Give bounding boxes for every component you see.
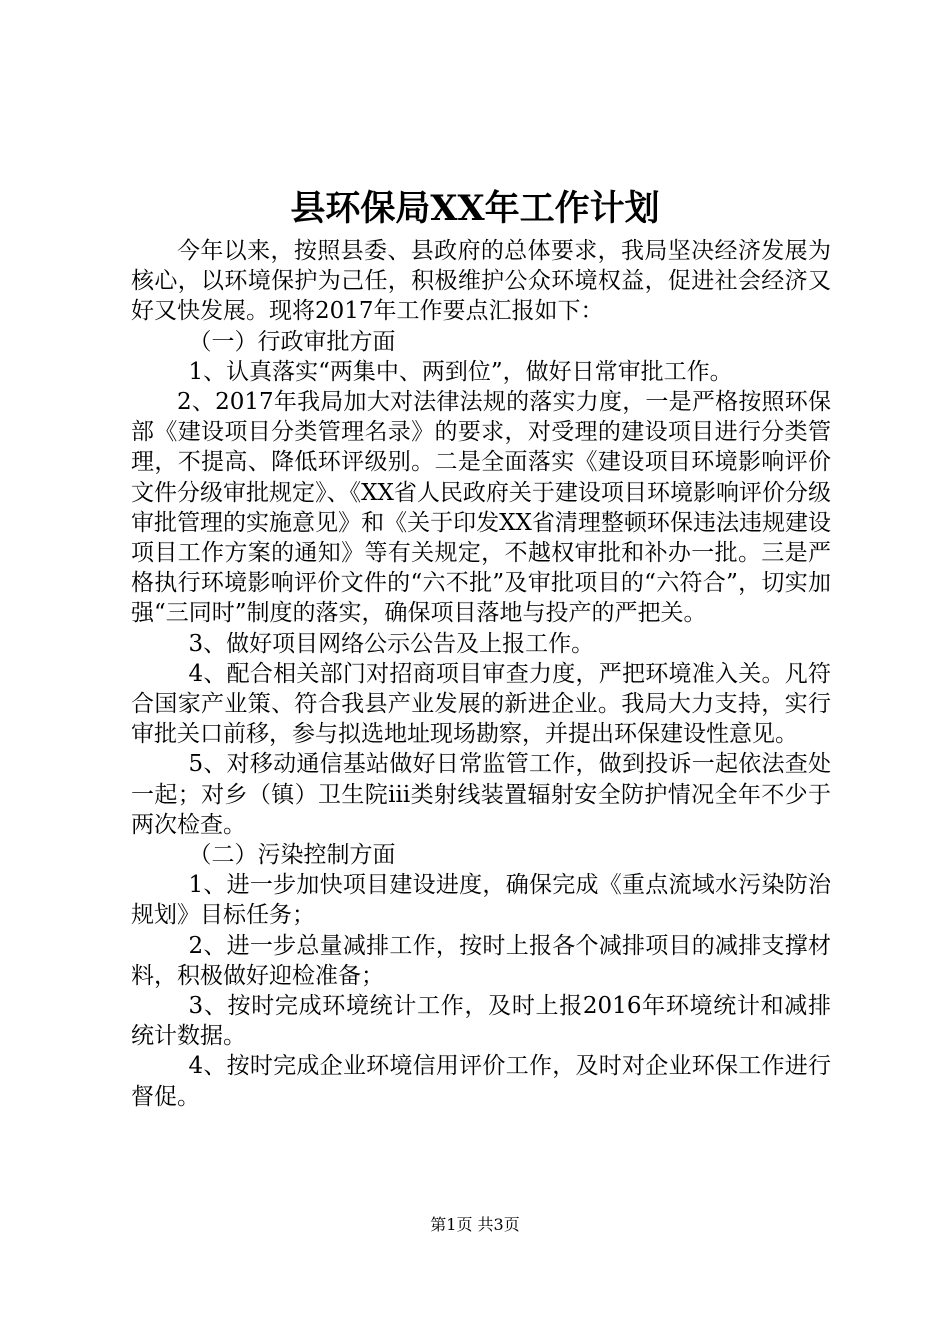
document-body <box>131 236 831 1112</box>
section-heading-pollution-control: （二）污染控制方面 <box>188 842 396 869</box>
paragraph-item: 2、进一步总量减排工作，按时上报各个减排项目的减排支撑材料，积极做好迎检准备； <box>131 932 831 989</box>
paragraph-intro: 今年以来，按照县委、县政府的总体要求，我局坚决经济发展为核心，以环境保护为己任，积极维护公众环境权益，促进社会经济又好又快发展。现将2017年工作要点汇报如下： <box>131 238 831 325</box>
paragraph-item: 3、做好项目网络公示公告及上报工作。 <box>188 630 595 657</box>
paragraph-item: 4、配合相关部门对招商项目审查力度，严把环境准入关。凡符合国家产业策、符合我县产业发展的新进企业。我局大力支持，实行审批关口前移，参与拟选地址现场勘察，并提出环保建设性意见。 <box>131 660 831 748</box>
document-title: 县环保局XX年工作计划 <box>290 188 660 229</box>
paragraph-item: 3、按时完成环境统计工作，及时上报2016年环境统计和减排统计数据。 <box>131 993 831 1050</box>
paragraph-item: 5、对移动通信基站做好日常监管工作，做到投诉一起依法查处一起；对乡（镇）卫生院iii类射线装置辐射安全防护情况全年不少于两次检查。 <box>131 751 831 838</box>
page-footer: 第1页 共3页 <box>430 1215 520 1234</box>
paragraph-item: 1、认真落实“两集中、两到位”，做好日常审批工作。 <box>188 358 733 385</box>
paragraph-item: 1、进一步加快项目建设进度，确保完成《重点流域水污染防治规划》目标任务； <box>131 872 831 929</box>
section-heading-admin-approval: （一）行政审批方面 <box>188 328 396 355</box>
paragraph-item: 4、按时完成企业环境信用评价工作，及时对企业环保工作进行督促。 <box>131 1053 831 1110</box>
paragraph-item: 2、2017年我局加大对法律法规的落实力度，一是严格按照环保部《建设项目分类管理名录》的要求，对受理的建设项目进行分类管理，不提高、降低环评级别。二是全面落实《建设项目环境影响评价文件分级审批规定》、《XX省人民政府关于建设项目环境影响评价分级审批管理的实施意见》和《关于印发XX省清理整顿环保违法违规建设项目工作方案的通知》等有关规定，不越权审批和补办一批。三是严格执行环境影响评价文件的“六不批”及审批项目的“六符合”，切实加强“三同时”制度的落实，确保项目落地与投产的严把关。 <box>131 389 831 627</box>
